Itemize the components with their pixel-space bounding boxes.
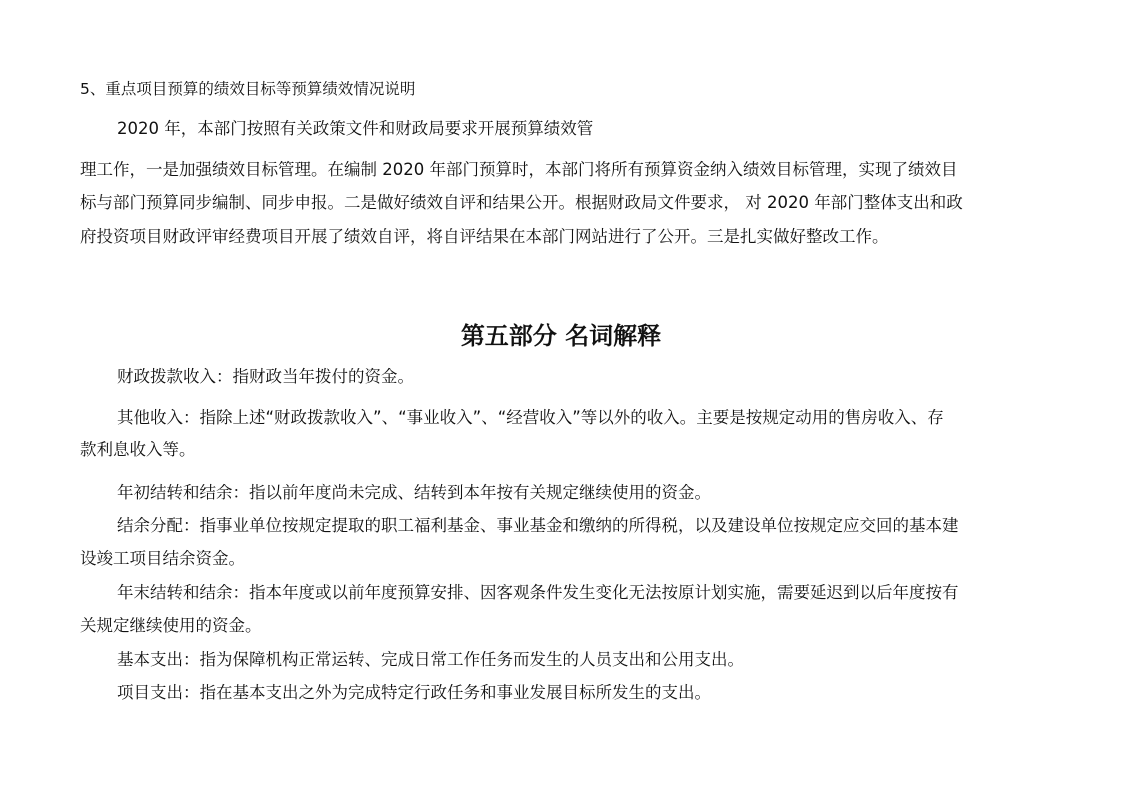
glossary-item-beginning-carryover: 年初结转和结余：指以前年度尚未完成、结转到本年按有关规定继续使用的资金。 — [117, 483, 711, 502]
glossary-item-other-income-cont: 款利息收入等。 — [80, 440, 196, 459]
performance-paragraph-line-2: 理工作，一是加强绩效目标管理。在编制 2020 年部门预算时，本部门将所有预算资金纳入绩效目标管理，实现了绩效目 — [80, 160, 958, 179]
performance-heading: 5、重点项目预算的绩效目标等预算绩效情况说明 — [80, 80, 416, 98]
glossary-item-year-end-carryover-cont: 关规定继续使用的资金。 — [80, 616, 262, 635]
glossary-item-other-income: 其他收入：指除上述“财政拨款收入”、“事业收入”、“经营收入”等以外的收入。主要是按规定动用的售房收入、存 — [117, 408, 944, 427]
glossary-item-surplus-distribution: 结余分配：指事业单位按规定提取的职工福利基金、事业基金和缴纳的所得税，以及建设单位按规定应交回的基本建 — [117, 516, 959, 535]
performance-paragraph-line-4: 府投资项目财政评审经费项目开展了绩效自评，将自评结果在本部门网站进行了公开。三是扎实做好整改工作。 — [80, 227, 889, 246]
glossary-item-year-end-carryover: 年末结转和结余：指本年度或以前年度预算安排、因客观条件发生变化无法按原计划实施，需要延迟到以后年度按有 — [117, 583, 959, 602]
glossary-item-basic-expenditure: 基本支出：指为保障机构正常运转、完成日常工作任务而发生的人员支出和公用支出。 — [117, 650, 744, 669]
glossary-item-project-expenditure: 项目支出：指在基本支出之外为完成特定行政任务和事业发展目标所发生的支出。 — [117, 683, 711, 702]
glossary-item-surplus-distribution-cont: 设竣工项目结余资金。 — [80, 549, 245, 568]
performance-paragraph-line-1: 2020 年，本部门按照有关政策文件和财政局要求开展预算绩效管 — [117, 119, 594, 138]
glossary-item-fiscal-appropriation: 财政拨款收入：指财政当年拨付的资金。 — [117, 367, 414, 386]
performance-paragraph-line-3: 标与部门预算同步编制、同步申报。二是做好绩效自评和结果公开。根据财政局文件要求， 对 2020 年部门整体支出和政 — [80, 193, 963, 212]
section-title: 第五部分 名词解释 — [460, 322, 662, 350]
